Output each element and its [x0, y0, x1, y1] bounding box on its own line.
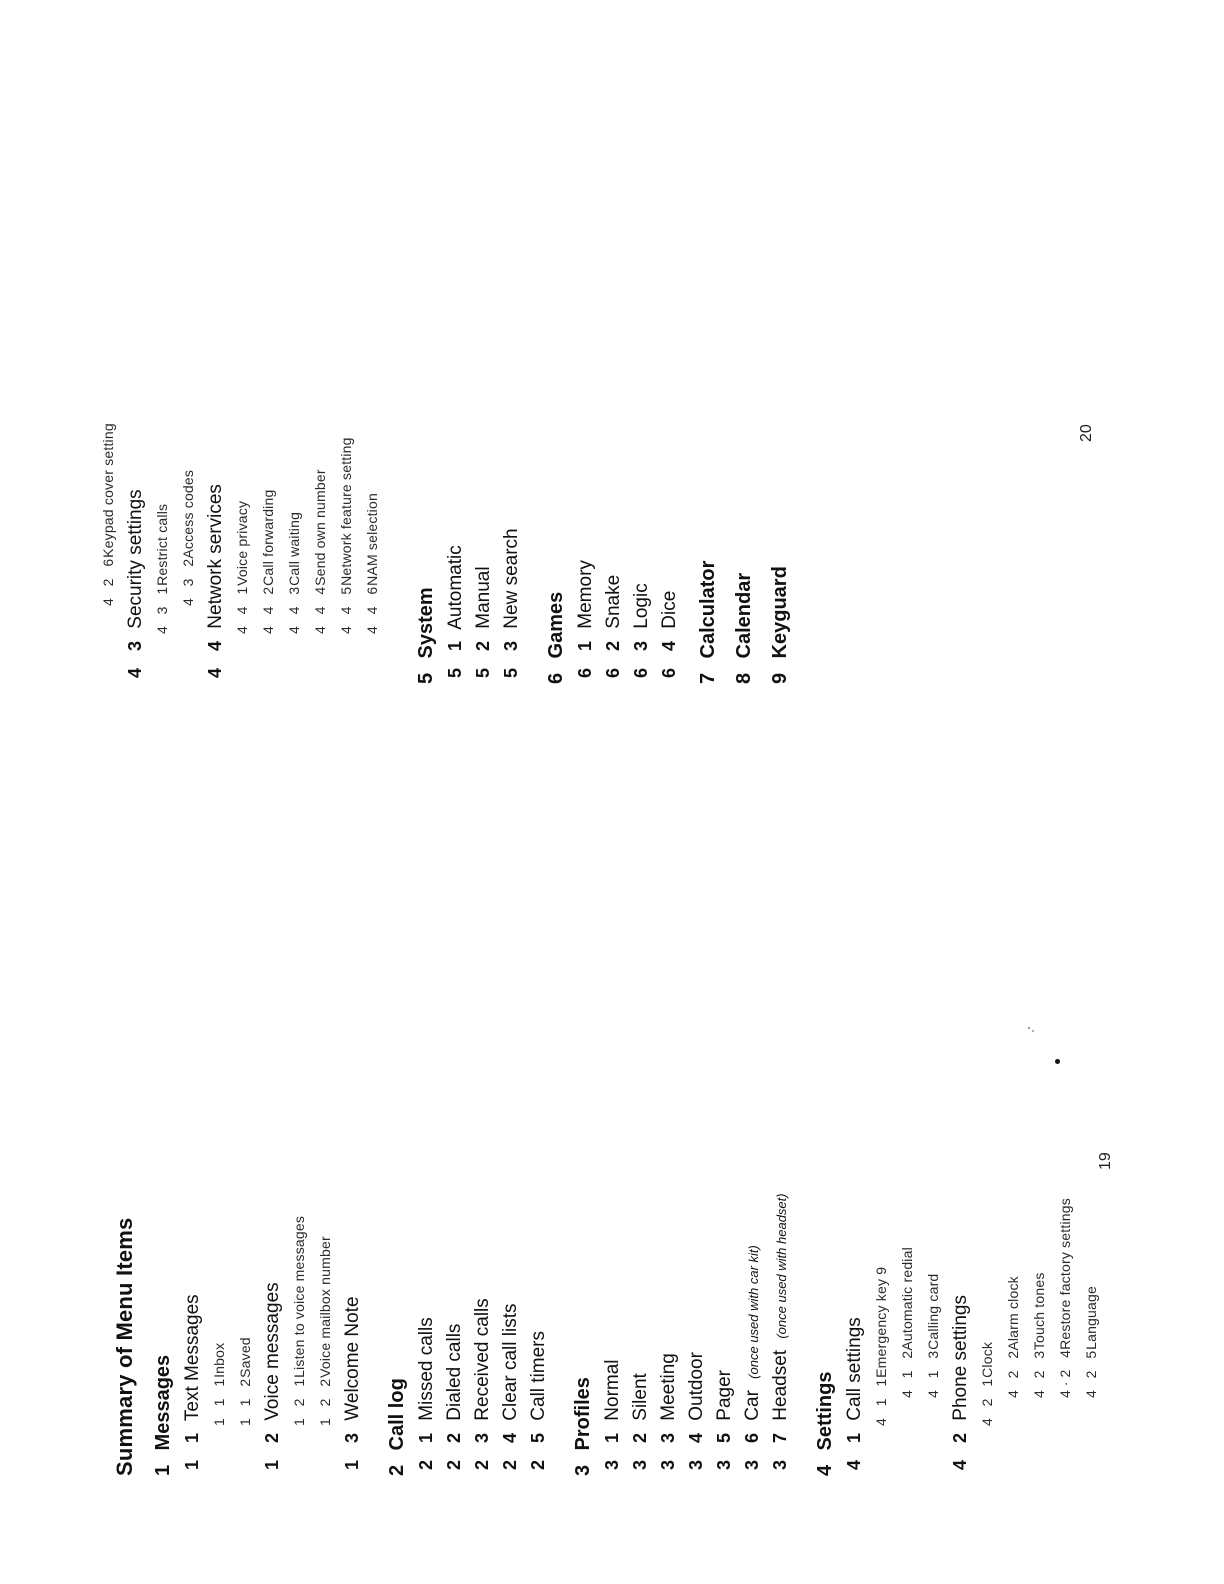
item-label: Call settings: [844, 1317, 865, 1421]
submenu-item-calling-card: [920, 836, 946, 1476]
subitem-number: 4 2 3: [1031, 1346, 1047, 1398]
item-number: 2 5: [528, 1426, 548, 1470]
submenu-item-listen-voice: [286, 836, 312, 1476]
section-label: Calculator: [697, 560, 719, 659]
submenu-item-automatic-redial: [894, 836, 920, 1476]
subitem-label: NAM selection: [364, 493, 380, 586]
item-label: Call timers: [528, 1330, 549, 1421]
subitem-number: 1 1 2: [237, 1374, 253, 1426]
menu-section-call-log: [382, 836, 412, 1476]
scan-speck: [1028, 1027, 1030, 1029]
section-number: 9: [769, 672, 791, 684]
item-note: (once used with headset): [774, 1193, 789, 1339]
menu-section-profiles: [568, 836, 598, 1476]
section-number: 2: [386, 1464, 408, 1476]
menu-item-welcome-note: [338, 836, 366, 1476]
submenu-item-call-waiting: [281, 84, 307, 684]
item-label: Welcome Note: [342, 1296, 363, 1421]
menu-item-text-messages: [178, 836, 206, 1476]
item-number: 2 3: [472, 1426, 492, 1470]
section-number: 8: [733, 672, 755, 684]
submenu-item-network-feature: [333, 84, 359, 684]
item-number: 4 1: [844, 1426, 864, 1470]
item-number: 6 3: [631, 634, 651, 678]
section-label: System: [415, 587, 437, 659]
subitem-label: Calling card: [925, 1273, 941, 1350]
menu-item-call-timers: [524, 836, 552, 1476]
menu-item-phone-settings: [946, 836, 974, 1476]
section-label: Profiles: [572, 1377, 594, 1451]
menu-item-network-services: [201, 84, 229, 684]
item-number: 3 3: [658, 1426, 678, 1470]
submenu-item-call-forwarding: [255, 84, 281, 684]
subitem-number: 4 4 5: [338, 582, 354, 634]
item-label: Manual: [473, 566, 494, 629]
section-label: Keyguard: [769, 566, 791, 659]
subitem-number: 4 4 6: [364, 582, 380, 634]
subitem-label: Voice privacy: [234, 500, 250, 586]
section-label: Call log: [386, 1378, 408, 1451]
item-label: Snake: [603, 574, 624, 629]
subitem-label: Restrict calls: [154, 503, 170, 586]
subitem-number: 4 2 5: [1083, 1346, 1099, 1398]
section-number: 4: [814, 1464, 836, 1476]
item-number: 4 4: [205, 634, 225, 678]
item-number: 4 3: [125, 634, 145, 678]
scan-speck: [1055, 1059, 1060, 1064]
menu-section-calculator: [693, 84, 723, 684]
menu-item-new-search: [497, 84, 525, 684]
item-number: 1 2: [262, 1426, 282, 1470]
item-number: 6 4: [659, 634, 679, 678]
right-page-column: [95, 84, 795, 684]
menu-section-messages: [148, 836, 178, 1476]
subitem-number: 1 2 1: [291, 1374, 307, 1426]
subitem-label: Emergency key 9: [873, 1266, 889, 1378]
submenu-item-access-codes: [175, 84, 201, 684]
item-label: New search: [501, 528, 522, 629]
menu-item-snake: [599, 84, 627, 684]
submenu-item-keypad-cover: [95, 84, 121, 684]
submenu-item-touch-tones: [1026, 836, 1052, 1476]
subitem-number: 4 3 2: [180, 554, 196, 606]
subitem-number: 4 1 3: [925, 1346, 941, 1398]
item-number: 5 3: [501, 634, 521, 678]
item-label: Outdoor: [686, 1352, 707, 1421]
item-number: 6 2: [603, 634, 623, 678]
item-number: 3 4: [686, 1426, 706, 1470]
item-label: Received calls: [472, 1298, 493, 1421]
menu-item-pager: [710, 836, 738, 1476]
menu-item-silent: [626, 836, 654, 1476]
subitem-label: Inbox: [211, 1342, 227, 1378]
submenu-item-nam-selection: [359, 84, 385, 684]
menu-item-voice-messages: [258, 836, 286, 1476]
menu-item-missed-calls: [412, 836, 440, 1476]
menu-section-keyguard: [765, 84, 795, 684]
menu-item-clear-call-lists: [496, 836, 524, 1476]
subitem-label: Send own number: [312, 469, 328, 586]
section-number: 7: [697, 672, 719, 684]
item-number: 3 5: [714, 1426, 734, 1470]
page-title: Summary of Menu Items: [112, 1217, 137, 1476]
subitem-number: 4 4 2: [260, 582, 276, 634]
subitem-label: Listen to voice messages: [291, 1215, 307, 1378]
menu-item-manual: [469, 84, 497, 684]
scan-speck: [1032, 1030, 1034, 1032]
subitem-label: Alarm clock: [1005, 1276, 1021, 1351]
section-number: 6: [545, 672, 567, 684]
menu-section-games: [541, 84, 571, 684]
item-number: 2 4: [500, 1426, 520, 1470]
item-label: Phone settings: [950, 1295, 971, 1421]
menu-item-headset: [766, 836, 794, 1476]
section-label: Calendar: [733, 572, 755, 659]
menu-item-logic: [627, 84, 655, 684]
item-label: Network services: [205, 484, 226, 629]
item-label: Voice messages: [262, 1282, 283, 1421]
menu-item-call-settings: [840, 836, 868, 1476]
page-number-19: 19: [1097, 1152, 1114, 1170]
item-number: 2 1: [416, 1426, 436, 1470]
menu-section-settings: [810, 836, 840, 1476]
item-number: 1 3: [342, 1426, 362, 1470]
menu-item-car: [738, 836, 766, 1476]
item-label: Dialed calls: [444, 1323, 465, 1421]
item-number: 3 6: [742, 1426, 762, 1470]
submenu-item-voice-mailbox: [312, 836, 338, 1476]
subitem-number: 4 2 1: [979, 1374, 995, 1426]
menu-item-normal: [598, 836, 626, 1476]
subitem-label: Saved: [237, 1337, 253, 1378]
item-label: Headset: [770, 1349, 791, 1421]
menu-section-system: [411, 84, 441, 684]
item-number: 4 2: [950, 1426, 970, 1470]
submenu-item-send-own-number: [307, 84, 333, 684]
item-label: Memory: [575, 560, 596, 629]
subitem-label: Keypad cover setting: [100, 423, 116, 558]
item-number: 5 2: [473, 634, 493, 678]
subitem-number: 4 1 1: [873, 1374, 889, 1426]
submenu-item-emergency-key: [868, 836, 894, 1476]
subitem-label: Call waiting: [286, 511, 302, 586]
subitem-number: 1 1 1: [211, 1374, 227, 1426]
item-number: 3 7: [770, 1426, 790, 1470]
submenu-item-saved: [232, 836, 258, 1476]
subitem-label: Voice mailbox number: [317, 1236, 333, 1378]
subitem-number: 4 2 6: [100, 554, 116, 606]
menu-item-security-settings: [121, 84, 149, 684]
left-page-column: [112, 836, 1104, 1476]
page-number-20: 20: [1078, 424, 1095, 442]
subitem-label: Call forwarding: [260, 489, 276, 586]
subitem-label: Language: [1083, 1286, 1099, 1350]
subitem-label: Automatic redial: [899, 1247, 915, 1351]
item-label: Clear call lists: [500, 1303, 521, 1421]
menu-item-dice: [655, 84, 683, 684]
item-label: Security settings: [125, 489, 146, 629]
section-number: 5: [415, 672, 437, 684]
item-label: Automatic: [445, 545, 466, 630]
menu-section-calendar: [729, 84, 759, 684]
submenu-item-alarm-clock: [1000, 836, 1026, 1476]
subitem-number: 4·2 4: [1057, 1346, 1073, 1398]
submenu-item-clock: [974, 836, 1000, 1476]
submenu-item-inbox: [206, 836, 232, 1476]
item-number: 5 1: [445, 634, 465, 678]
menu-item-outdoor: [682, 836, 710, 1476]
submenu-item-restrict-calls: [149, 84, 175, 684]
subitem-label: Clock: [979, 1341, 995, 1378]
subitem-number: 4 4 4: [312, 582, 328, 634]
subitem-label: Touch tones: [1031, 1272, 1047, 1351]
menu-item-automatic: [441, 84, 469, 684]
subitem-number: 4 2 2: [1005, 1346, 1021, 1398]
item-label: Pager: [714, 1370, 735, 1421]
section-number: 3: [572, 1464, 594, 1476]
submenu-item-voice-privacy: [229, 84, 255, 684]
subitem-number: 4 4 3: [286, 582, 302, 634]
menu-item-memory: [571, 84, 599, 684]
section-number: 1: [152, 1464, 174, 1476]
item-number: 1 1: [182, 1426, 202, 1470]
item-number: 3 2: [630, 1426, 650, 1470]
submenu-item-restore-factory: [1052, 836, 1078, 1476]
item-label: Dice: [659, 590, 680, 629]
menu-item-received-calls: [468, 836, 496, 1476]
subitem-label: Network feature setting: [338, 437, 354, 586]
item-label: Text Messages: [182, 1294, 203, 1422]
item-number: 3 1: [602, 1426, 622, 1470]
item-label: Missed calls: [416, 1317, 437, 1421]
item-number: 2 2: [444, 1426, 464, 1470]
menu-item-meeting: [654, 836, 682, 1476]
item-number: 6 1: [575, 634, 595, 678]
section-label: Messages: [152, 1354, 174, 1451]
section-label: Settings: [814, 1371, 836, 1451]
subitem-number: 4 3 1: [154, 582, 170, 634]
section-label: Games: [545, 591, 567, 659]
subitem-label: Access codes: [180, 469, 196, 559]
item-label: Normal: [602, 1359, 623, 1421]
subitem-number: 4 4 1: [234, 582, 250, 634]
item-label: Logic: [631, 583, 652, 629]
item-label: Car: [742, 1390, 763, 1421]
item-note: (once used with car kit): [746, 1245, 761, 1379]
menu-item-dialed-calls: [440, 836, 468, 1476]
item-label: Silent: [630, 1373, 651, 1421]
subitem-number: 1 2 2: [317, 1374, 333, 1426]
subitem-number: 4 1 2: [899, 1346, 915, 1398]
item-label: Meeting: [658, 1353, 679, 1421]
subitem-label: Restore factory settings: [1057, 1198, 1073, 1350]
